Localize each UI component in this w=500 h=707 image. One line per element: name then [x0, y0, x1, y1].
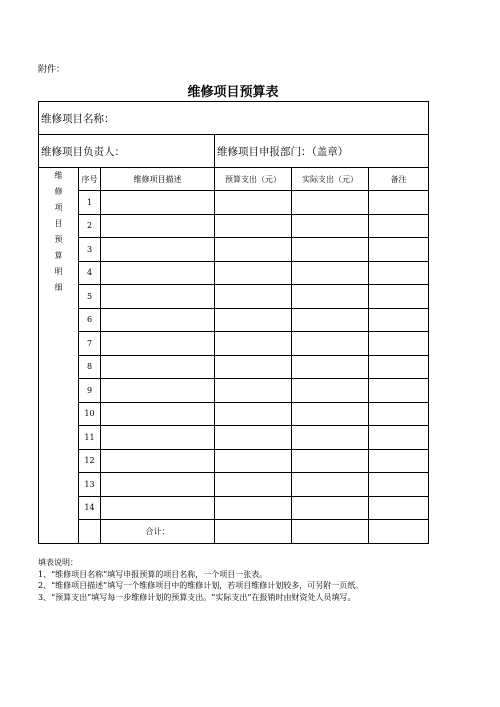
side-label-char: 维 — [54, 171, 63, 180]
actual-cell[interactable] — [292, 402, 369, 426]
column-header: 序号 — [79, 168, 101, 191]
budget-cell[interactable] — [215, 355, 292, 379]
remark-cell[interactable] — [369, 449, 429, 473]
row-number: 12 — [79, 449, 101, 473]
budget-cell[interactable] — [215, 379, 292, 403]
page-title: 维修项目预算表 — [187, 85, 279, 100]
row-number: 8 — [79, 355, 101, 379]
row-number: 7 — [79, 332, 101, 356]
table-row — [39, 261, 429, 285]
row-number: 6 — [79, 308, 101, 332]
total-budget-cell[interactable] — [215, 520, 292, 544]
table-row — [39, 426, 429, 450]
description-cell[interactable] — [101, 473, 215, 497]
total-remark-cell[interactable] — [369, 520, 429, 544]
description-cell[interactable] — [101, 238, 215, 262]
side-label-char: 明 — [54, 267, 63, 276]
description-cell[interactable] — [101, 191, 215, 215]
column-header: 预算支出（元） — [215, 168, 292, 191]
description-cell[interactable] — [101, 449, 215, 473]
description-cell[interactable] — [101, 426, 215, 450]
table-row — [39, 473, 429, 497]
table-row — [39, 191, 429, 215]
remark-cell[interactable] — [369, 332, 429, 356]
remark-cell[interactable] — [369, 473, 429, 497]
row-number: 3 — [79, 238, 101, 262]
actual-cell[interactable] — [292, 261, 369, 285]
side-label-char: 修 — [54, 187, 63, 196]
remark-cell[interactable] — [369, 379, 429, 403]
actual-cell[interactable] — [292, 238, 369, 262]
description-cell[interactable] — [101, 332, 215, 356]
department-label: 维修项目申报部门：（盖章） — [217, 145, 349, 158]
row-number: 13 — [79, 473, 101, 497]
budget-cell[interactable] — [215, 473, 292, 497]
table-row — [39, 238, 429, 262]
total-row — [39, 520, 429, 544]
note-item: 1、“维修项目名称”填写申报预算的项目名称，一个项目一张表。 — [38, 569, 268, 579]
row-number: 5 — [79, 285, 101, 309]
remark-cell[interactable] — [369, 402, 429, 426]
table-row — [39, 402, 429, 426]
side-label-char: 算 — [54, 251, 63, 260]
budget-cell[interactable] — [215, 308, 292, 332]
owner-field[interactable] — [39, 135, 215, 168]
attachment-label: 附件： — [38, 65, 66, 75]
table-row — [39, 285, 429, 309]
budget-cell[interactable] — [215, 402, 292, 426]
total-actual-cell[interactable] — [292, 520, 369, 544]
budget-cell[interactable] — [215, 426, 292, 450]
remark-cell[interactable] — [369, 496, 429, 520]
description-cell[interactable] — [101, 285, 215, 309]
table-row — [39, 214, 429, 238]
row-number: 10 — [79, 402, 101, 426]
description-cell[interactable] — [101, 214, 215, 238]
project-name-label: 维修项目名称： — [41, 112, 115, 125]
side-label-char: 细 — [54, 283, 63, 292]
actual-cell[interactable] — [292, 379, 369, 403]
row-number: 11 — [79, 426, 101, 450]
table-row — [39, 308, 429, 332]
actual-cell[interactable] — [292, 449, 369, 473]
actual-cell[interactable] — [292, 308, 369, 332]
table-row — [39, 496, 429, 520]
row-number: 14 — [79, 496, 101, 520]
budget-cell[interactable] — [215, 191, 292, 215]
row-number: 1 — [79, 191, 101, 215]
budget-form-table — [38, 101, 429, 544]
actual-cell[interactable] — [292, 426, 369, 450]
total-label: 合计： — [101, 520, 215, 544]
description-cell[interactable] — [101, 402, 215, 426]
department-field[interactable] — [215, 135, 429, 168]
fill-instructions — [38, 557, 363, 603]
total-index-cell — [79, 520, 101, 544]
notes-heading: 填表说明： — [38, 558, 78, 567]
budget-cell[interactable] — [215, 332, 292, 356]
table-row — [39, 449, 429, 473]
budget-cell[interactable] — [215, 214, 292, 238]
budget-cell[interactable] — [215, 261, 292, 285]
remark-cell[interactable] — [369, 191, 429, 215]
remark-cell[interactable] — [369, 285, 429, 309]
column-header: 备注 — [369, 168, 429, 191]
actual-cell[interactable] — [292, 214, 369, 238]
actual-cell[interactable] — [292, 496, 369, 520]
budget-cell[interactable] — [215, 449, 292, 473]
row-number: 9 — [79, 379, 101, 403]
project-name-field[interactable] — [39, 102, 429, 135]
budget-detail-side-label — [39, 168, 79, 544]
side-label-char: 目 — [54, 219, 63, 228]
remark-cell[interactable] — [369, 308, 429, 332]
remark-cell[interactable] — [369, 261, 429, 285]
owner-label: 维修项目负责人： — [41, 145, 125, 158]
row-number: 4 — [79, 261, 101, 285]
column-header: 实际支出（元） — [292, 168, 369, 191]
table-row — [39, 379, 429, 403]
project-name-row — [39, 102, 429, 135]
description-cell[interactable] — [101, 308, 215, 332]
owner-department-row — [39, 135, 429, 168]
actual-cell[interactable] — [292, 191, 369, 215]
note-item: 2、“维修项目描述”填写一个维修项目中的维修计划，若项目维修计划较多，可另附一页纸。 — [38, 581, 364, 590]
remark-cell[interactable] — [369, 214, 429, 238]
side-label-char: 项 — [54, 203, 63, 212]
side-label-char: 预 — [54, 235, 63, 244]
description-cell[interactable] — [101, 261, 215, 285]
actual-cell[interactable] — [292, 285, 369, 309]
budget-cell[interactable] — [215, 496, 292, 520]
remark-cell[interactable] — [369, 238, 429, 262]
table-row — [39, 355, 429, 379]
row-number: 2 — [79, 214, 101, 238]
remark-cell[interactable] — [369, 355, 429, 379]
actual-cell[interactable] — [292, 332, 369, 356]
description-cell[interactable] — [101, 379, 215, 403]
budget-cell[interactable] — [215, 238, 292, 262]
actual-cell[interactable] — [292, 355, 369, 379]
column-header: 维修项目描述 — [101, 168, 215, 191]
remark-cell[interactable] — [369, 426, 429, 450]
budget-cell[interactable] — [215, 285, 292, 309]
note-item: 3、“预算支出”填写每一步维修计划的预算支出。“实际支出”在报销时由财资处人员填写。 — [38, 592, 356, 602]
column-header-row — [39, 168, 429, 191]
description-cell[interactable] — [101, 355, 215, 379]
actual-cell[interactable] — [292, 473, 369, 497]
description-cell[interactable] — [101, 496, 215, 520]
table-row — [39, 332, 429, 356]
